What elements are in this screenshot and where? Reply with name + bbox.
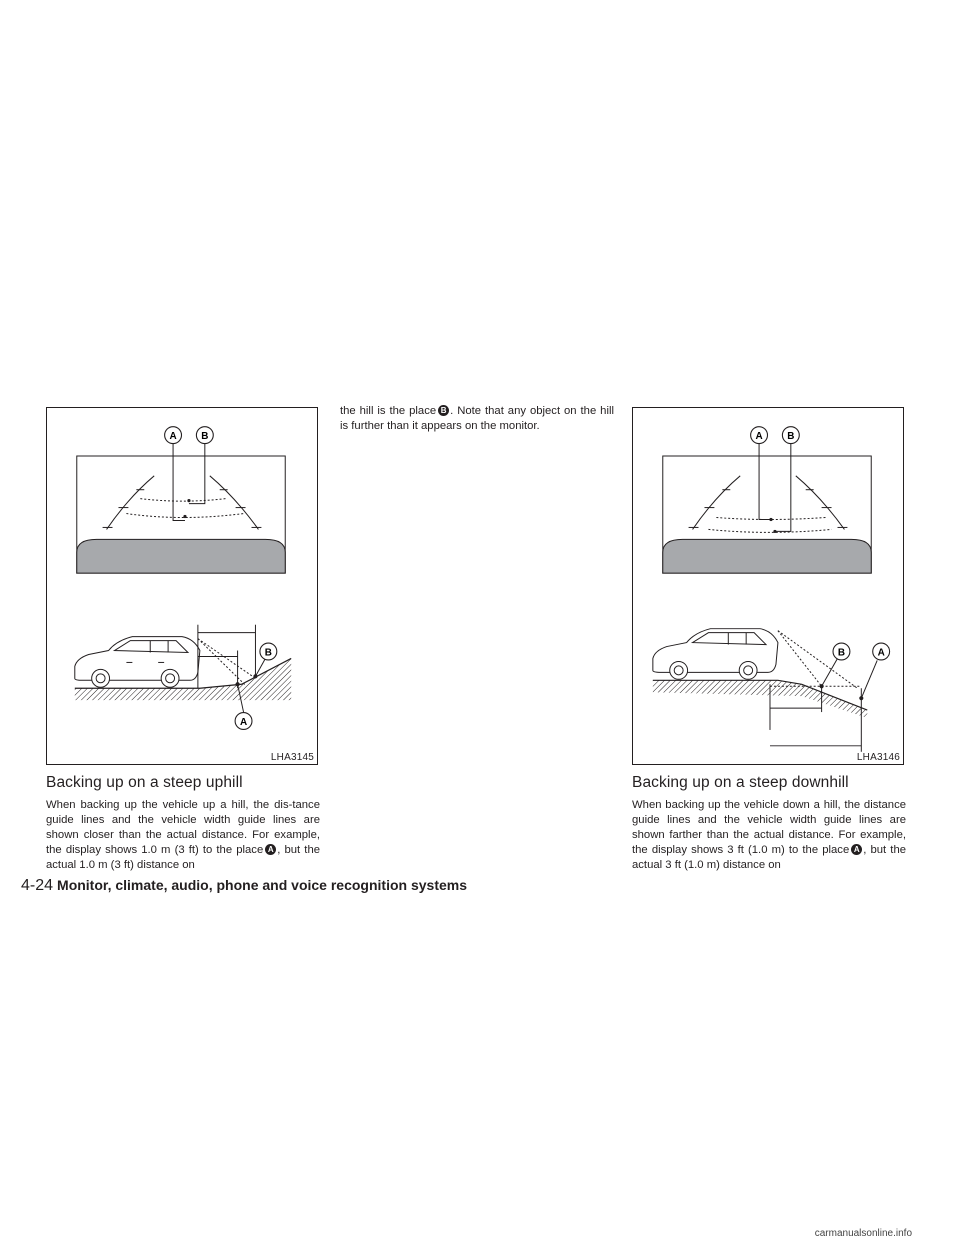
- downhill-illustration: [632, 407, 904, 765]
- uphill-text-end: , but the actual 1.0 m (3 ft) distance on: [46, 844, 321, 871]
- marker-b-icon: B: [438, 405, 449, 416]
- figure-code: LHA3145: [270, 752, 314, 763]
- uphill-illustration: [46, 407, 318, 765]
- downhill-diagram: [633, 408, 903, 764]
- label-b-icon: B: [787, 431, 795, 443]
- label-a-icon: A: [239, 716, 248, 728]
- downhill-paragraph: [632, 798, 906, 873]
- car-side-view: [75, 637, 200, 688]
- marker-a-icon: A: [265, 844, 276, 855]
- monitor-screen: [77, 427, 285, 573]
- watermark: carmanualsonline.info: [814, 1228, 912, 1239]
- uphill-diagram: [47, 408, 317, 764]
- continued-text: the hill is the place: [340, 405, 437, 417]
- label-a-icon: A: [169, 431, 177, 443]
- chapter-title: Monitor, climate, audio, phone and voice recognition systems: [57, 877, 467, 893]
- monitor-screen: [663, 427, 871, 573]
- marker-a-icon: A: [851, 844, 862, 855]
- label-b-icon: B: [837, 647, 846, 659]
- downhill-text: When backing up the vehicle down a hill, the distance guide lines and the vehicle width guide lines are shown farther than the actual distance. For example, the display shows 3 ft (1.0 m) to the place: [632, 799, 906, 856]
- label-a-icon: A: [877, 647, 885, 659]
- label-b-icon: B: [201, 431, 209, 443]
- downhill-heading: Backing up on a steep downhill: [632, 774, 849, 791]
- figure-code: LHA3146: [856, 752, 900, 763]
- uphill-text: When backing up the vehicle up a hill, the dis-tance guide lines and the vehicle width guide lines are shown closer than the actual distance. For example, the display shows 1.0 m (3 ft) to the place: [46, 799, 320, 856]
- car-side-view: [653, 629, 778, 680]
- label-a-icon: A: [755, 431, 763, 443]
- label-b-icon: B: [264, 647, 272, 659]
- continued-text-end: . Note that any object on the hill is further than it appears on the monitor.: [340, 405, 614, 432]
- downhill-text-end: , but the actual 3 ft (1.0 m) distance on: [632, 844, 907, 871]
- page-footer: [21, 877, 467, 895]
- uphill-paragraph: [46, 798, 320, 873]
- page-number: 4-24: [21, 877, 54, 894]
- uphill-continued-paragraph: [340, 404, 614, 434]
- uphill-heading: Backing up on a steep uphill: [46, 774, 243, 791]
